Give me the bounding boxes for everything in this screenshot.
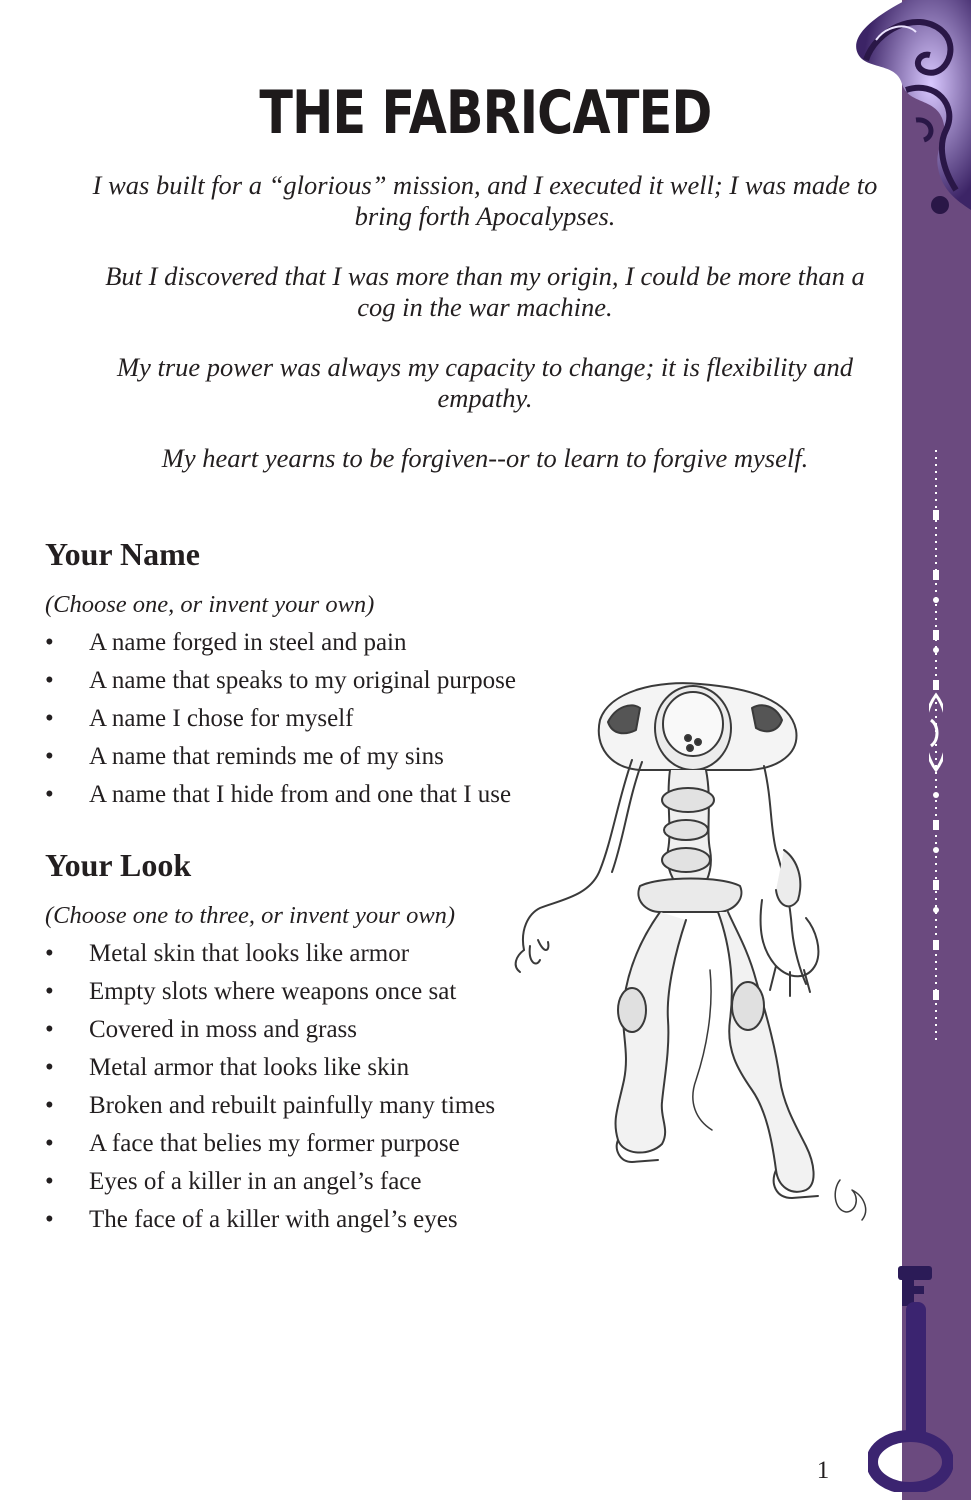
bullet: • [45, 1168, 54, 1195]
bullet: • [45, 781, 54, 808]
intro-block [92, 170, 878, 503]
list-item-text: Covered in moss and grass [89, 1016, 358, 1043]
intro-paragraph: I was built for a “glorious” mission, and I executed it well; I was made to bring forth Apocalypses. [92, 170, 878, 231]
bullet: • [45, 940, 54, 967]
bullet: • [45, 705, 54, 732]
bullet: • [45, 629, 54, 656]
list-item-text: Broken and rebuilt painfully many times [89, 1092, 496, 1119]
list-item-text: A name that speaks to my original purpose [89, 667, 517, 694]
bullet: • [45, 1054, 54, 1081]
list-item-text: The face of a killer with angel’s eyes [89, 1206, 458, 1233]
bullet: • [45, 743, 54, 770]
bullet: • [45, 1016, 54, 1043]
page-number: 1 [816, 1457, 830, 1484]
page-title: THE FABRICATED [259, 78, 712, 148]
list-item-text: Metal skin that looks like armor [89, 940, 410, 967]
bullet: • [45, 1092, 54, 1119]
bullet: • [45, 667, 54, 694]
skeleton-key-icon [868, 1262, 953, 1492]
list-item-text: A name I chose for myself [89, 705, 354, 732]
section-note-name: (Choose one, or invent your own) [45, 591, 375, 618]
section-note-look: (Choose one to three, or invent your own) [45, 902, 456, 929]
section-heading-look: Your Look [45, 847, 192, 883]
intro-paragraph: My true power was always my capacity to change; it is flexibility and empathy. [117, 352, 853, 413]
bullet: • [45, 1206, 54, 1233]
bullet: • [45, 1130, 54, 1157]
intro-paragraph: My heart yearns to be forgiven--or to learn to forgive myself. [161, 443, 809, 473]
list-item-text: A name that reminds me of my sins [89, 743, 444, 770]
list-item-text: Metal armor that looks like skin [89, 1054, 410, 1081]
list-item-text: Eyes of a killer in an angel’s face [89, 1168, 422, 1195]
section-heading-name: Your Name [45, 536, 200, 572]
bullet: • [45, 978, 54, 1005]
list-item-text: Empty slots where weapons once sat [89, 978, 457, 1005]
robot-sketch-illustration [500, 650, 890, 1240]
list-item-text: A name forged in steel and pain [89, 629, 407, 656]
list-item-text: A name that I hide from and one that I use [89, 781, 512, 808]
intro-paragraph: But I discovered that I was more than my origin, I could be more than a cog in the war machine. [105, 261, 865, 322]
list-item-text: A face that belies my former purpose [89, 1130, 460, 1157]
celtic-knot-strip-icon [929, 450, 943, 1040]
